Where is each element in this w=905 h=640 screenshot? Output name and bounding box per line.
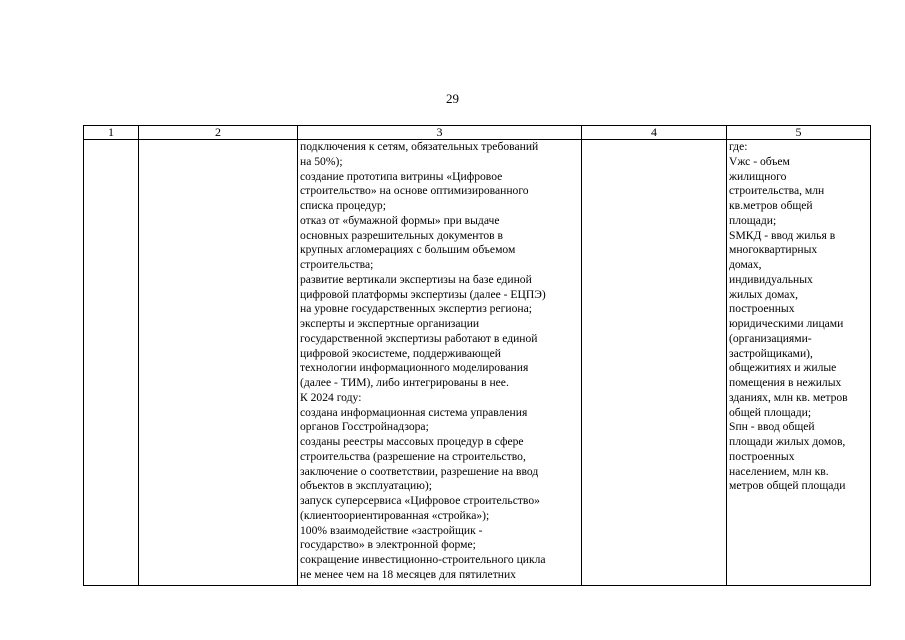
col5-line: общей площади; xyxy=(729,405,812,419)
col5-line: где: xyxy=(729,140,748,153)
col3-line: эксперты и экспертные организации xyxy=(300,317,480,330)
col5-line: помещения в нежилых xyxy=(729,376,842,389)
col3-line: запуск суперсервиса «Цифровое строительство» xyxy=(300,494,540,507)
col3-line: строительства (разрешение на строительство, xyxy=(300,449,526,463)
col3-line: строительства; xyxy=(300,258,374,271)
col3-line: цифровой платформы экспертизы (далее - ЕЦПЭ) xyxy=(300,287,546,301)
col5-line: SМКД - ввод жилья в xyxy=(729,228,836,242)
col3-line: создана информационная система управления xyxy=(300,405,528,419)
column-header-2: 2 xyxy=(139,126,298,140)
col3-line: технологии информационного моделирования xyxy=(300,361,529,375)
col5-line: общежитиях и жилые xyxy=(729,361,837,375)
cell-col-1 xyxy=(84,140,139,586)
cell-col-5 xyxy=(727,140,871,586)
column-header-5: 5 xyxy=(727,126,871,140)
col5-line: застройщиками), xyxy=(729,346,813,360)
col3-line: созданы реестры массовых процедур в сфере xyxy=(300,435,524,448)
col5-line: зданиях, млн кв. метров xyxy=(729,390,848,404)
page-number: 29 xyxy=(446,91,459,106)
col5-line: домах, xyxy=(729,258,762,271)
col5-line: индивидуальных xyxy=(729,272,813,286)
col5-line: жилищного xyxy=(729,169,787,183)
col3-line: цифровой экосистеме, поддерживающей xyxy=(300,346,501,360)
col5-line: Vжс - объем xyxy=(729,154,790,168)
col3-line: государство» в электронной форме; xyxy=(300,538,476,552)
col5-line: населением, млн кв. xyxy=(729,464,829,478)
col5-line: площади; xyxy=(729,213,777,227)
col5-line: построенных xyxy=(729,449,795,463)
col3-line: развитие вертикали экспертизы на базе единой xyxy=(300,272,532,286)
col3-line: (далее - ТИМ), либо интегрированы в нее. xyxy=(300,376,509,389)
col3-line: отказ от «бумажной формы» при выдаче xyxy=(300,213,500,227)
col3-line: крупных агломерациях с большим объемом xyxy=(300,243,516,257)
document-table xyxy=(83,125,871,586)
col3-line: государственной экспертизы работают в единой xyxy=(300,331,538,345)
col5-line: кв.метров общей xyxy=(729,199,813,212)
col5-line: метров общей площади xyxy=(729,479,846,493)
formula-legend-text xyxy=(729,140,868,494)
col3-line: не менее чем на 18 месяцев для пятилетних xyxy=(300,567,516,581)
col5-line: юридическими лицами xyxy=(729,317,844,330)
cell-col-2 xyxy=(139,140,298,586)
col5-line: (организациями- xyxy=(729,331,812,345)
col3-line: подключения к сетям, обязательных требований xyxy=(300,140,539,153)
column-header-1: 1 xyxy=(84,126,139,140)
col3-line: на 50%); xyxy=(300,154,343,168)
col5-line: построенных xyxy=(729,302,795,316)
col5-line: Sпн - ввод общей xyxy=(729,420,815,434)
table-header-row xyxy=(84,126,871,140)
col3-line: заключение о соответствии, разрешение на ввод xyxy=(300,464,539,478)
cell-col-4 xyxy=(582,140,727,586)
col3-line: строительство» на основе оптимизированного xyxy=(300,184,529,198)
col3-line: органов Госстройнадзора; xyxy=(300,420,429,434)
table-row xyxy=(84,140,871,586)
col5-line: многоквартирных xyxy=(729,243,818,257)
col5-line: строительства, млн xyxy=(729,184,825,198)
col3-line: сокращение инвестиционно-строительного цикла xyxy=(300,553,546,566)
col3-line: К 2024 году: xyxy=(300,390,362,404)
column-header-4: 4 xyxy=(582,126,727,140)
col3-line: основных разрешительных документов в xyxy=(300,228,504,242)
column-header-3: 3 xyxy=(298,126,582,140)
col5-line: жилых домах, xyxy=(729,287,799,301)
cell-col-3 xyxy=(298,140,582,586)
col3-line: создание прототипа витрины «Цифровое xyxy=(300,169,503,183)
col3-line: 100% взаимодействие «застройщик - xyxy=(300,523,483,537)
col3-line: объектов в эксплуатацию); xyxy=(300,479,432,493)
col3-line: на уровне государственных экспертиз региона; xyxy=(300,302,532,316)
col3-line: (клиентоориентированная «стройка»); xyxy=(300,508,490,522)
col3-line: списка процедур; xyxy=(300,199,386,212)
activities-text xyxy=(300,140,579,583)
col5-line: площади жилых домов, xyxy=(729,435,846,448)
